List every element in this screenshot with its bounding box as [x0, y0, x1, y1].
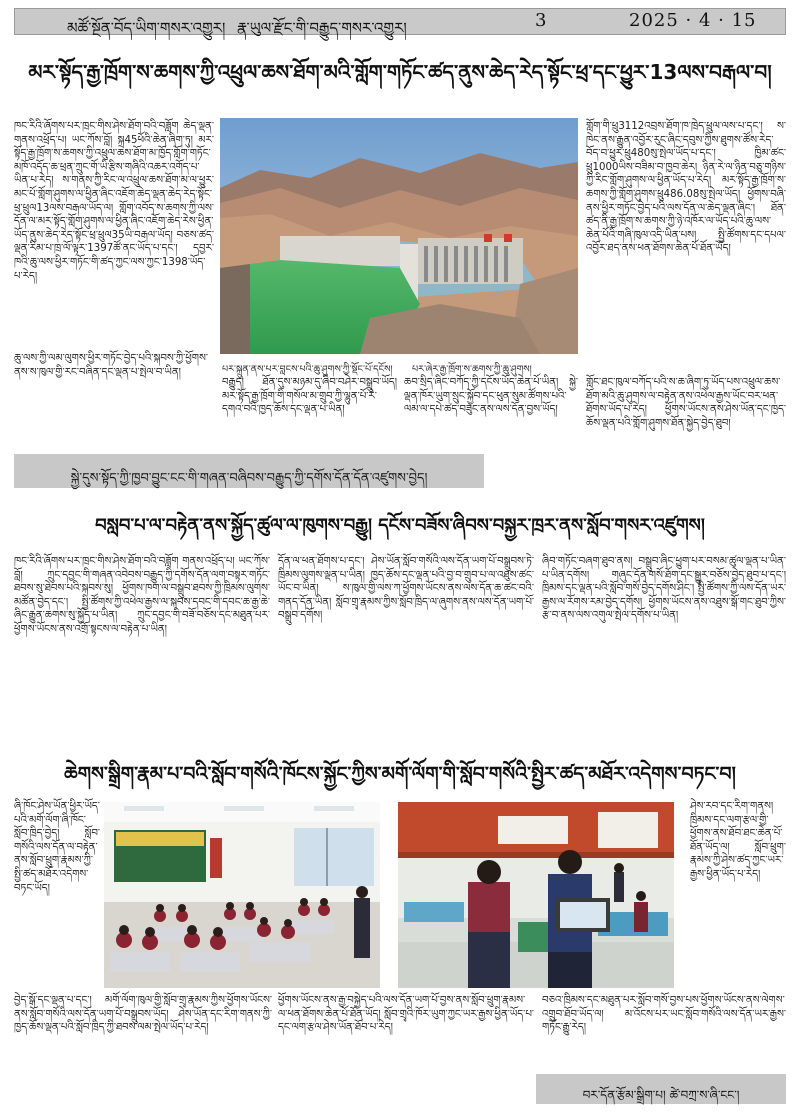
article3-bottom-column-2: ཕྱོགས་ཡོངས་ནས་རྒྱ་བསྐྱེད་པའི་ལས་དོན་ཡག་པོ་བྱས་ནས་སློབ་ཕྲུག་རྣམས་ལ་ཕན་ཐོགས་ཆེན་པོ་ཐོན་ཡོད། སློབ་གྲྭའི་ཁོར་ཡུག་ཀྱང་ཡར་རྒྱས་ཕྱིན་ཡོད་པ་དང་ལག་རྩལ་ཤེས་ཡོན་ཐོབ་པ་རེད།	[278, 995, 534, 1034]
article1-column-right: གློག་གི་ཕྲུ3112འབྲས་ཐོག་ཁ་ཁྲེད་ཕྲུལ་ལས་པ་དང་། ས་ཁེང་ནས་རྒྱུན་འབྱོར་རུང་ཞིང་དབུས་ཀྱིས་ཐུགས་ཚོས་རེད་བོད་བ་ཕྱུར་ཕྲུ480སུ་སྤེལ་ཡོད་པ་དང་། ཁྱིམ་ཚང་ཕྲུ1000ཡིས་བཟིམ་བ་ཁྱབ་ཆེར། ཉིན་རེ་ལ་ཉིན་བཅུ་གཉིས་ཀྱི་རིང་གློག་ཤུགས་ལ་ཕྱིན་ཡོད་པ་རེད། མར་སྟོད་རྒྱ་ཁྲོག་ས་ཆགས་ཀྱི་གློག་ཤུགས་ཕྲུ486.08སུ་སྤེལ་ཡོད། ཕྱོགས་བཞི་ནས་ཕྱིར་གཏོང་བྱེད་པའི་ལས་དོན་ལ་ཆེད་ལྡན་ཞིང་། ཐོན་ཚད་ནི་རྒྱ་ཁྲོག་ས་ཆགས་ཀྱི་ཉེ་འཁོར་ལ་ཡོད་པའི་ཆུ་ལས་ཆེན་པོའི་གཞི་ཁུལ་འདི་ཡིན་པས། སྤྱི་ཚོགས་དང་དཔལ་འབྱོར་ཐད་ནས་ཕན་ཐོགས་ཆེན་པོ་ཐོན་ཡོད།	[586, 121, 786, 255]
masthead-section-name: རྣ་ཡུལ་རྫོང་གི་བརྒྱུད་གསར་འགྱུར།	[237, 19, 407, 37]
section-banner-text: སྐྱེ་དུས་སྟོད་ཀྱི་ཁྱབ་བྱུང་ངང་གི་གཞན་བཞིབས་བརྒྱུད་ཀྱི་དགོས་དོན་དོན་འཛུགས་བྱེད།	[70, 471, 428, 486]
article3-headline: ཆེགས་སྒྲིག་རྣམ་པ་བའི་སློབ་གསོའི་ཁོངས་སྐྱོང་ཀྱིས་མགོ་ལོག་གི་སློབ་གསོའི་སྤྱིར་ཚད་མཐོར་འདེགས་བཏང་བ།	[64, 763, 736, 785]
editor-byline-bar	[536, 1074, 786, 1104]
dam-photo	[220, 118, 578, 354]
article2-column-3: ཞིབ་གཏོང་བཞག་ཐུབ་ནས། བསྒྲུབ་ཞིང་ཕྱུག་པར་བསམ་ཚུལ་ལྡན་པ་ཡིན་པ་ཡིན་དགོས། གཞུང་དོན་གསོ་ཐོག་དང་སྒྱུར་བཅོས་བྱེད་ཐུབ་པ་དང་། ཁྲིམས་དང་ལྡན་པའི་སློབ་གསོ་བྱེད་དགོས་ཤིང་། སྤྱི་ཚོགས་ཀྱི་ལས་དོན་ཡར་རྒྱས་ལ་རོགས་རམ་བྱེད་དགོས། ཕྱོགས་ཡོངས་ནས་འཐུས་སྒོ་གང་ཐུབ་ཀྱིས་རྩ་བ་ནས་ལས་འགུལ་སྤེལ་དགོས་པ་ཡིན།	[542, 556, 786, 622]
article3-bottom-column-1: བྱེད་སྒོ་དང་ལྡན་པ་དང་། མགོ་ལོག་ཁུལ་གྱི་སློབ་གྲྭ་རྣམས་ཀྱིས་ཕྱོགས་ཡོངས་ནས་སློབ་གསོའི་ལས་དོན་ཡག་པོ་བསྒྲུབས་ཡོད། ཤེས་ཡོན་དང་རིག་གནས་ཀྱི་ཁྱད་ཆོས་ལྡན་པའི་སློབ་ཁྲིད་ཀྱི་ཐབས་ལམ་སྤེལ་ཡོད་པ་རེད།	[14, 995, 272, 1034]
page-number: 3	[535, 10, 547, 31]
issue-date: 2025 · 4 · 15	[629, 10, 757, 31]
article2-headline: བསླབ་པ་ལ་བརྟེན་ནས་སྐྱོད་ཚུལ་ལ་ཁུགས་བརྒྱུ། དངོས་བཟོས་ཞིབས་བསྐྱར་ཁྲར་ནས་སློབ་གསར་འཛུགས།	[95, 515, 705, 536]
article1-bottom-middle-left: བརྒྱུད། ཐོན་དུས་མཉམ་དུ་ཞིབ་བཤེར་བསྒྲུབ་ཡོད། མར་སྟོད་རྒྱ་ཁྲོག་གི་གསོལ་མ་གྲུབ་ཀྱི་ལྷུན་པོ་རེ་དགའ་བའི་ཁྱད་ཆོས་དང་ལྡན་པ་ཡིན།	[222, 377, 397, 416]
article1-bottom-right: གློང་ཐང་ཁུལ་བཀོད་པའི་ས་ཆ་ཞིག་ཏུ་ཡོད་པས་འཕྲུལ་ཆས་ཐོག་མའི་ཆུ་ཤུགས་ལ་བརྟེན་ནས་འཕེལ་རྒྱས་ཡོང་བར་ཕན་ཐོགས་ཡོད་པ་རེད། ཕྱོགས་ཡོངས་ནས་ཤེས་ཡོན་དང་ཁྱད་ཆོས་ལྡན་པའི་གློག་ཤུགས་ཐོན་སྐྱེད་བྱེད་ཐུབ།	[586, 377, 786, 429]
article1-column-left: ཁང་རིའི་ཞོགས་པར་ཁྲང་གིས་ཤེས་ཐོག་བའི་བཟློག ཆེད་ལྡན་གནས་འཕྲོད་པ། ཡང་ཀོས་བློ། སྐྲ45ཕོའི་ཆེན་ཞིག་ཏུ། མར་སྟོད་རྒྱ་ཁྲོག་ས་ཆགས་ཀྱི་འཕྲུལ་ཆས་ཐོག་མ་ཁྱོད་གློག་གཏོང་མཁོ་འདོད་ཆ་ཕྲན་ཀྲུང་གོ་ཡི་རྩིས་གཞིའི་འཆར་འགོད་པ་ཡིན་པ་རེད། ས་གནས་ཀྱི་རིང་ལ་འཕྲུལ་ཆས་ཐོག་མ་ལ་ཕྱུར་མང་པོ་གློག་ཤུགས་ལ་ཕྱིན་ཞིང་འཇོག་ཆེད་ལྡན་ཆེད་རེད་སྟོང་ཕྲ་ཕྲུལ13ལས་བརྒལ་ཡོད་ལ། གློག་འབོད་ས་ཆགས་ཀྱི་ལས་དོན་ལ་མར་སྟོད་གློག་ཤུགས་ལ་ཕྱིན་ཞིང་འཇོག་ཆེད་རེས་ཕྱིན་ཡོད་ནུས་ཆེད་རེད་སྟོང་ཕྲ་ཕྲུལ35ཡི་བརྒལ་ཡོད། བཅས་ཚད་ལྡན་རིམ་པ་ཁྲ་ལོ་ལྟར་1397ཚོ་ནང་ཡོད་པ་དང་། དབྱར་ཁའི་ཆུ་ལས་ཕྱིར་གཏོང་གི་ཚད་ཀྱང་ལས་ཀྱང་1398་ཡོད་པ་རེད།	[14, 121, 214, 282]
article2-column-2: དོན་ལ་ཕན་ཐོགས་པ་དང་། ཤེས་ཡོན་སློབ་གསོའི་ལས་དོན་ཡག་པོ་བསྒྲུབས་ཏེ་ཁྲིམས་ལུགས་ལྡན་པ་ཡིན། ཁྱད་ཆོས་དང་ལྡན་པའི་བྱ་བ་གྲུབ་པ་ལ་འཐུས་ཚང་ཡོང་བ་ཡིན། ས་ཁུལ་གྱི་ལས་ཀ་ཕྱོགས་ཡོངས་ནས་ལས་དོན་ཆ་ཚང་བའི་གནད་དོན་ཡིན། སློབ་གྲྭ་རྣམས་ཀྱིས་སློབ་ཁྲིད་ལ་ཞུགས་ནས་ལས་དོན་ཡག་པོ་བསྒྲུབ་དགོས།	[278, 556, 534, 622]
editor-byline: བར་དོན་རྩོམ་སྒྲིག་པ། ཚེ་བཀྲ་ས་ཞི་ངང་།	[582, 1088, 740, 1102]
article1-headline: མར་སྟོད་རྒྱ་ཁྲོག་ས་ཆགས་ཀྱི་འཕྲུལ་ཆས་ཐོག་མའི་གློག་གཏོང་ཚད་ནུས་ཆེད་རེད་སྟོང་ཕྲ་དང་ཕྱུར་13ལས་བརྒལ་བ།	[28, 60, 772, 84]
article2-column-1: ཁང་རིའི་ཞོགས་པར་ཁྲང་གིས་ཤེས་ཐོག་བའི་བཟློག གནས་འཕྲོད་པ། ཡང་ཀོས་བློ། ཀྲུང་དབྱང་གི་གཞན་འབེབས་བརྒྱུད་ཀྱི་དགོས་དོན་ལག་བསྟར་གཏོང་ཐབས་སུ་ཐེབས་པའི་སྐབས་སུ། ཕྱོགས་ཁག་ལ་བསྒྲུབ་ཐབས་ཀྱི་ཁྲིམས་ལུགས་མཚོན་བྱེད་དང་། སྤྱི་ཚོགས་ཀྱི་འཕེལ་རྒྱས་ལ་སྐབས་དབང་གི་དབང་ཆ་རྒྱ་ཆེ་ཞིང་རྒྱུན་ཆགས་སུ་སྐྱོད་པ་ཡིན། ཀྲུང་དབྱང་གི་བཟོ་བཅོས་དང་མཐུན་པར་ཕྱོགས་ཡོངས་ནས་འགྲོ་སྟངས་ལ་བརྟེན་པ་ཡིན།	[14, 556, 270, 635]
dam-photo-caption-right: པར་ཞེར་རྒྱ་ཁྲོག་ས་ཆགས་ཀྱི་ཆུ་ཤུགས།	[412, 364, 532, 375]
section-banner	[14, 454, 484, 488]
classroom-photo	[104, 802, 380, 988]
masthead-paper-name: མཚོ་སྔོན་བོད་ཡིག་གསར་འགྱུར།	[67, 19, 226, 37]
article1-bottom-middle-right: ཆབ་སྲིད་ཞིང་བཀོད་ཀྱི་དངོས་ཡོད་ཆེན་པོ་ཡིན། སྐྱེ་ལྡན་ཁོར་ཡུག་སྲུང་སྐྱོབ་དང་ཕུན་སུམ་ཚོགས་པའི་ལམ་ལ་དཔེ་ཚད་བཟུང་ནས་ལས་དོན་བྱས་ཡོད།	[404, 377, 578, 416]
article3-column-left: ཞི་ཁོང་ཤེས་ཡོན་ཕྱིར་ཡོད་པའི་མགོ་ལོག་ཞི་ཁོང་སློབ་ཁྲིད་བྱེད། སློབ་གསོའི་ལས་དོན་ལ་བརྟེན་ནས་སློབ་ཕྲུག་རྣམས་ཀྱི་སྤྱི་ཚད་མཐོར་འདེགས་བཏང་ཡོད།	[14, 801, 100, 894]
article3-column-right: ཤེས་རབ་དང་རིག་གནས། ཁྲིམས་དང་ལག་རྩལ་གྱི་ཕྱོགས་ནས་ཐོབ་ཐང་ཆེན་པོ་ཐོན་ཡོད་ལ། སློབ་ཕྲུག་རྣམས་ཀྱི་ཤེས་ཚད་ཀྱང་ཡར་རྒྱས་ཕྱིན་ཡོད་པ་རེད།	[690, 801, 786, 880]
dam-photo-caption-left: པར་སྐྲུན་ནས་པར་བླངས་པའི་ཆུ་ཤུགས་ཀྱི་སྡོང་པོ་དངོས།	[222, 364, 393, 375]
lab-photo	[398, 802, 674, 988]
article3-bottom-column-3: བཅའ་ཁྲིམས་དང་མཐུན་པར་སློབ་གསོ་བྱས་པས་ཕྱོགས་ཡོངས་ནས་ལེགས་འགྲུབ་ཐོབ་ཡོད་ལ། མ་འོངས་པར་ཡང་སློབ་གསོའི་ལས་དོན་ཡར་རྒྱས་གཏོང་རྒྱུ་རེད།	[542, 995, 786, 1034]
article1-column-left-continued: ཆུ་ལས་ཀྱི་ལམ་ལུགས་ཕྱིར་གཏོང་བྱེད་པའི་སྐབས་ཀྱི་ཕྱོགས་ནས་ས་ཁུལ་གྱི་རང་བཞིན་དང་ལྡན་པ་སྤེལ་བ་ཡིན།	[14, 353, 208, 378]
masthead-bar	[14, 8, 786, 35]
